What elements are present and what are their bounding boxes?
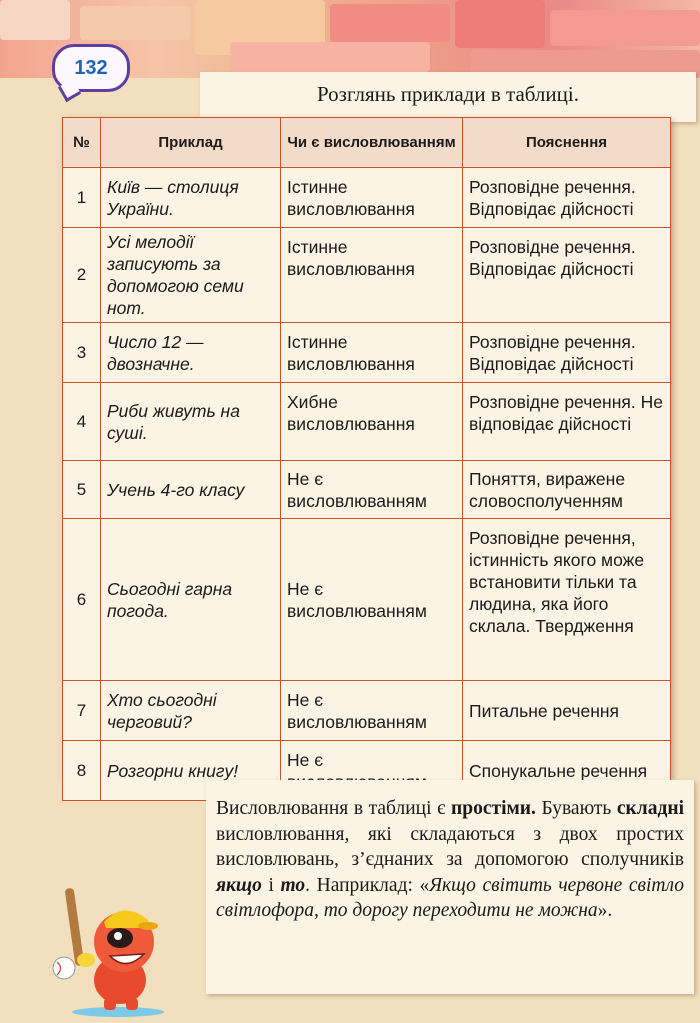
statement-type-cell: Не є висловлюванням <box>281 461 463 519</box>
text-run: ». <box>597 900 613 921</box>
text-run: і <box>261 874 281 896</box>
example-cell: Усі мелодії записують за допомогою семи нот. <box>101 228 281 323</box>
instruction-text: Розглянь приклади в таблиці. <box>317 82 579 106</box>
row-number: 7 <box>63 681 101 741</box>
page-number: 132 <box>74 56 108 79</box>
term-complex: складні <box>616 798 684 819</box>
row-number: 3 <box>63 323 101 383</box>
mascot-illustration <box>40 880 180 1020</box>
example-cell: Київ — столиця України. <box>101 168 281 228</box>
statement-type-cell: Істинне висловлювання <box>281 228 463 323</box>
header-number: № <box>63 118 101 168</box>
example-cell: Число 12 — двозначне. <box>101 323 281 383</box>
explanation-paragraph <box>216 796 684 924</box>
header-is-statement: Чи є висловлюванням <box>281 118 463 168</box>
table-header-row <box>63 118 671 168</box>
row-number: 8 <box>63 741 101 801</box>
example-cell: Учень 4-го класу <box>101 461 281 519</box>
conjunction-then: то <box>280 874 306 896</box>
text-run: Висловлювання в таблиці є <box>216 798 452 819</box>
row-number: 6 <box>63 519 101 681</box>
example-cell: Сьогодні гарна погода. <box>101 519 281 681</box>
explanation-cell: Розповідне речення. Відповідає дійсності <box>463 168 671 228</box>
example-cell: Розгорни книгу! <box>101 741 281 801</box>
table-row <box>63 461 671 519</box>
examples-table <box>62 117 671 801</box>
statement-type-cell: Істинне висловлювання <box>281 168 463 228</box>
page-number-badge <box>52 44 130 92</box>
explanation-cell: Поняття, виражене словосполученням <box>463 461 671 519</box>
example-cell: Хто сьогодні черговий? <box>101 681 281 741</box>
header-explanation: Пояснення <box>463 118 671 168</box>
text-run: . Наприклад: « <box>305 874 430 896</box>
statement-type-cell: Не є висловлюванням <box>281 681 463 741</box>
statement-type-cell: Не є висловлюванням <box>281 519 463 681</box>
table-row <box>63 228 671 323</box>
explanation-cell: Розповідне речення. Відповідає дійсності <box>463 323 671 383</box>
statement-type-cell: Не є <box>281 741 463 801</box>
text-run: Бувають <box>535 798 617 819</box>
explanation-cell: Спонукальне речення <box>463 741 671 801</box>
table-row <box>63 383 671 461</box>
table-row <box>63 519 671 681</box>
table-row <box>63 323 671 383</box>
text-run: висловлювання, які складаються з двох простих висловлювань, з’єднаних за допомогою сполучників <box>216 823 684 870</box>
table-row <box>63 168 671 228</box>
term-simple: простіми. <box>451 798 536 819</box>
explanation-cell: Питальне речення <box>463 681 671 741</box>
table-row <box>63 681 671 741</box>
row-number: 2 <box>63 228 101 323</box>
header-example: Приклад <box>101 118 281 168</box>
explanation-cell: Розповідне речення. Не відповідає дійсності <box>463 383 671 461</box>
example-quote: Якщо світить червоне світло світлофора, то дорогу переходити не можна <box>216 874 685 921</box>
row-number: 5 <box>63 461 101 519</box>
conjunction-if: якщо <box>216 874 262 896</box>
explanation-cell: Розповідне речення. Відповідає дійсності <box>463 228 671 323</box>
statement-type-cell: Істинне висловлювання <box>281 323 463 383</box>
example-cell: Риби живуть на суші. <box>101 383 281 461</box>
row-number: 1 <box>63 168 101 228</box>
statement-type-cell: Хибне висловлювання <box>281 383 463 461</box>
explanation-cell: Розповідне речення, істинність якого може встановити тільки та людина, яка його склала. Твердження <box>463 519 671 681</box>
row-number: 4 <box>63 383 101 461</box>
